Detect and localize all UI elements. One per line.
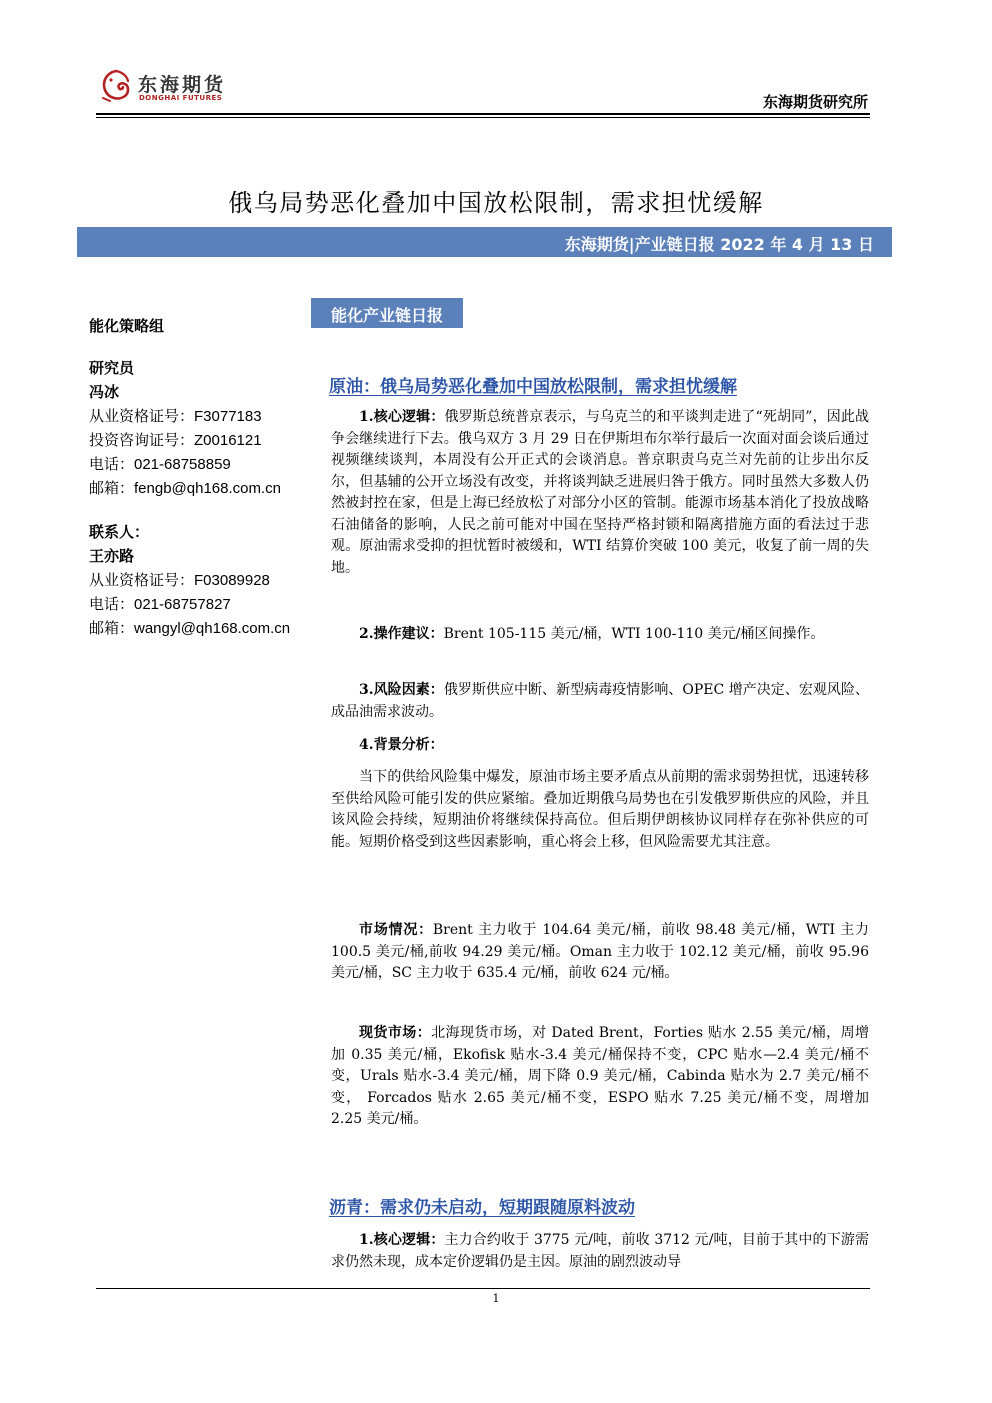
donghai-logo bbox=[98, 68, 238, 108]
crude-spot-text: 北海现货市场，对 Dated Brent，Forties 贴水 2.55 美元/桶，周增加 0.35 美元/桶，Ekofisk 贴水-3.4 美元/桶保持不变，CPC 贴水—2.4 美元/桶不变，Urals 贴水-3.4 美元/桶，周下降 0.9 美元/桶，Cabinda 贴水为 2.7 美元/桶不变， Forcados 贴水 2.65 美元/桶不变，ESPO 贴水 7.25 美元/桶不变，周增加 2.25 美元/桶。 bbox=[331, 1025, 870, 1127]
contact-license: 从业资格证号：F03089928 bbox=[89, 572, 270, 589]
asphalt-core-logic-label: 1.核心逻辑： bbox=[359, 1232, 445, 1248]
researcher-email[interactable]: 邮箱：fengb@qh168.com.cn bbox=[89, 480, 281, 497]
header-divider bbox=[96, 113, 870, 115]
institute-name: 东海期货研究所 bbox=[762, 93, 868, 111]
crude-background-label: 4.背景分析： bbox=[359, 737, 444, 753]
researcher-name: 冯冰 bbox=[89, 383, 120, 401]
researcher-heading: 研究员 bbox=[89, 359, 135, 377]
crude-core-logic bbox=[331, 407, 869, 579]
researcher-phone: 电话：021-68758859 bbox=[89, 456, 231, 473]
contact-phone: 电话：021-68757827 bbox=[89, 596, 231, 613]
contact-name: 王亦路 bbox=[89, 547, 135, 565]
banner-text: 东海期货|产业链日报 2022 年 4 月 13 日 bbox=[564, 235, 874, 254]
crude-suggestion bbox=[331, 624, 869, 646]
crude-risk-label: 3.风险因素： bbox=[359, 682, 444, 698]
crude-spot-label: 现货市场： bbox=[359, 1025, 432, 1041]
footer-divider bbox=[96, 1288, 870, 1289]
crude-suggestion-text: Brent 105-115 美元/桶，WTI 100-110 美元/桶区间操作。 bbox=[443, 626, 825, 642]
crude-suggestion-label: 2.操作建议： bbox=[359, 626, 444, 642]
crude-spot bbox=[331, 1023, 869, 1131]
logo-chinese: 东海期货 bbox=[138, 74, 227, 96]
crude-section-title[interactable]: 原油：俄乌局势恶化叠加中国放松限制，需求担忧缓解 bbox=[329, 377, 737, 397]
contact-email[interactable]: 邮箱：wangyl@qh168.com.cn bbox=[89, 620, 291, 637]
report-type-tag bbox=[311, 298, 463, 328]
crude-risk bbox=[331, 680, 869, 723]
page-number: 1 bbox=[492, 1292, 500, 1305]
crude-market bbox=[331, 920, 869, 985]
crude-background-text: 当下的供给风险集中爆发，原油市场主要矛盾点从前期的需求弱势担忧，迅速转移至供给风险可能引发的供应紧缩。叠加近期俄乌局势也在引发俄罗斯供应的风险，并且该风险会持续，短期油价将继续保持高位。但后期伊朗核协议同样存在弥补供应的可能。短期价格受到这些因素影响，重心将会上移，但风险需要尤其注意。 bbox=[331, 769, 869, 850]
contact-heading: 联系人： bbox=[89, 523, 150, 541]
crude-risk-text: 俄罗斯供应中断、新型病毒疫情影响、OPEC 增产决定、宏观风险、成品油需求波动。 bbox=[331, 682, 870, 720]
strategy-group: 能化策略组 bbox=[89, 317, 165, 335]
crude-background-heading bbox=[331, 735, 869, 757]
dragon-logo-icon bbox=[98, 68, 134, 104]
asphalt-core-logic bbox=[331, 1230, 869, 1273]
asphalt-section-title[interactable]: 沥青：需求仍未启动，短期跟随原料波动 bbox=[329, 1198, 635, 1218]
report-banner bbox=[77, 227, 892, 257]
researcher-license: 从业资格证号：F3077183 bbox=[89, 408, 262, 425]
crude-market-text: Brent 主力收于 104.64 美元/桶，前收 98.48 美元/桶，WTI 主力 100.5 美元/桶,前收 94.29 美元/桶。Oman 主力收于 102.12 美元/桶，前收 95.96 美元/桶，SC 主力收于 635.4 元/桶，前收 624 元/桶。 bbox=[331, 922, 870, 981]
logo-english: DONGHAI FUTURES bbox=[139, 94, 223, 102]
report-type-tag-text: 能化产业链日报 bbox=[330, 306, 443, 325]
researcher-consult-license: 投资咨询证号：Z0016121 bbox=[89, 432, 262, 449]
crude-market-label: 市场情况： bbox=[359, 922, 433, 938]
asphalt-core-logic-text: 主力合约收于 3775 元/吨，前收 3712 元/吨，目前于其中的下游需求仍然未现，成本定价逻辑仍是主因。原油的剧烈波动导 bbox=[331, 1232, 869, 1270]
report-title: 俄乌局势恶化叠加中国放松限制，需求担忧缓解 bbox=[228, 189, 764, 217]
crude-core-logic-label: 1.核心逻辑： bbox=[359, 409, 445, 425]
header-divider-thin bbox=[96, 117, 870, 118]
crude-core-logic-text: 俄罗斯总统普京表示，与乌克兰的和平谈判走进了“死胡同”，因此战争会继续进行下去。俄乌双方 3 月 29 日在伊斯坦布尔举行最后一次面对面会谈后通过视频继续谈判，本周没有公开正式的会谈消息。普京职责乌克兰对先前的让步出尔反尔，但基辅的公开立场没有改变，并将谈判缺乏进展归咎于俄方。同时虽然大多数人仍然被封控在家，但是上海已经放松了对部分小区的管制。能源市场基本消化了投放战略石油储备的影响，人民之前可能对中国在坚持严格封锁和隔离措施方面的看法过于悲观。原油需求受抑的担忧暂时被缓和，WTI 结算价突破 100 美元，收复了前一周的失地。 bbox=[331, 409, 869, 576]
